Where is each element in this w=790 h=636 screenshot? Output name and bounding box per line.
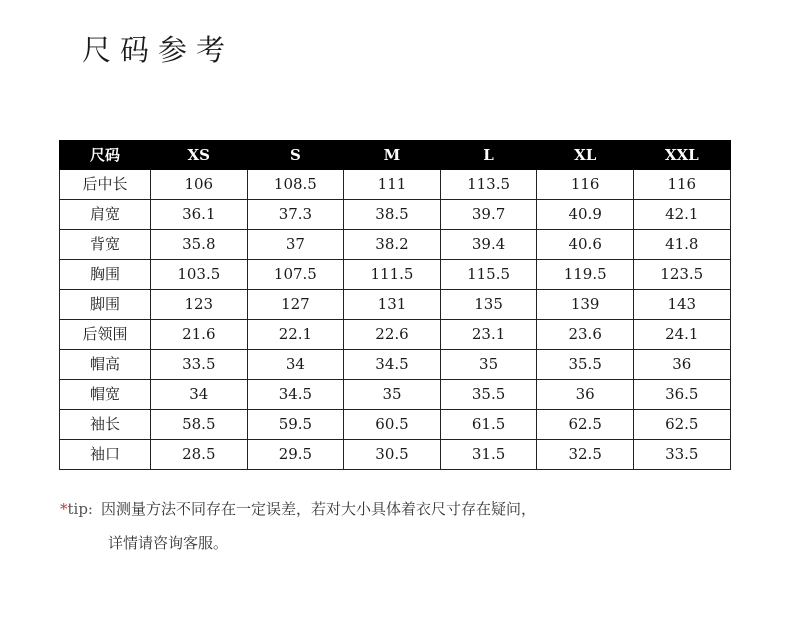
table-cell: 34.5	[344, 350, 441, 380]
table-body	[60, 170, 731, 470]
table-row	[60, 260, 731, 290]
table-cell: 40.9	[537, 200, 634, 230]
table-cell: 111.5	[344, 260, 441, 290]
header-cell-m: M	[344, 141, 441, 170]
row-label: 胸围	[60, 260, 151, 290]
table-row	[60, 200, 731, 230]
tip-label: tip:	[67, 500, 93, 518]
header-cell-size: 尺码	[60, 141, 151, 170]
table-cell: 143	[633, 290, 730, 320]
table-cell: 22.1	[247, 320, 344, 350]
table-cell: 108.5	[247, 170, 344, 200]
table-cell: 30.5	[344, 440, 441, 470]
table-cell: 119.5	[537, 260, 634, 290]
table-cell: 116	[633, 170, 730, 200]
table-cell: 23.1	[440, 320, 537, 350]
table-cell: 33.5	[633, 440, 730, 470]
table-cell: 21.6	[151, 320, 248, 350]
table-cell: 35	[440, 350, 537, 380]
table-cell: 37.3	[247, 200, 344, 230]
table-cell: 123.5	[633, 260, 730, 290]
row-label: 肩宽	[60, 200, 151, 230]
tip-line-1: 因测量方法不同存在一定误差，若对大小具体着衣尺寸存在疑问，	[100, 500, 536, 518]
table-cell: 35.8	[151, 230, 248, 260]
table-cell: 35.5	[440, 380, 537, 410]
table-cell: 28.5	[151, 440, 248, 470]
table-cell: 36.5	[633, 380, 730, 410]
table-cell: 40.6	[537, 230, 634, 260]
tip-star: *	[60, 500, 68, 518]
table-cell: 22.6	[344, 320, 441, 350]
table-cell: 62.5	[537, 410, 634, 440]
table-cell: 37	[247, 230, 344, 260]
table-cell: 38.2	[344, 230, 441, 260]
table-cell: 103.5	[151, 260, 248, 290]
header-cell-l: L	[440, 141, 537, 170]
table-cell: 61.5	[440, 410, 537, 440]
row-label: 帽宽	[60, 380, 151, 410]
table-row	[60, 410, 731, 440]
table-cell: 58.5	[151, 410, 248, 440]
table-row	[60, 440, 731, 470]
table-cell: 41.8	[633, 230, 730, 260]
table-row	[60, 350, 731, 380]
table-cell: 39.7	[440, 200, 537, 230]
table-cell: 139	[537, 290, 634, 320]
table-cell: 131	[344, 290, 441, 320]
row-label: 袖长	[60, 410, 151, 440]
table-row	[60, 320, 731, 350]
table-cell: 31.5	[440, 440, 537, 470]
header-cell-xxl: XXL	[633, 141, 730, 170]
table-cell: 32.5	[537, 440, 634, 470]
table-cell: 39.4	[440, 230, 537, 260]
table-row	[60, 290, 731, 320]
table-row	[60, 380, 731, 410]
table-header-row	[60, 141, 731, 170]
row-label: 后中长	[60, 170, 151, 200]
header-cell-s: S	[247, 141, 344, 170]
row-label: 背宽	[60, 230, 151, 260]
table-cell: 36	[537, 380, 634, 410]
table-cell: 116	[537, 170, 634, 200]
table-cell: 111	[344, 170, 441, 200]
table-cell: 33.5	[151, 350, 248, 380]
table-row	[60, 230, 731, 260]
size-chart-table	[59, 140, 731, 470]
table-cell: 135	[440, 290, 537, 320]
header-cell-xl: XL	[537, 141, 634, 170]
table-cell: 115.5	[440, 260, 537, 290]
table-cell: 34	[247, 350, 344, 380]
table-cell: 23.6	[537, 320, 634, 350]
table-cell: 36	[633, 350, 730, 380]
table-cell: 42.1	[633, 200, 730, 230]
table-row	[60, 170, 731, 200]
row-label: 后领围	[60, 320, 151, 350]
table-cell: 34	[151, 380, 248, 410]
page-title: 尺码参考	[82, 33, 235, 67]
table-cell: 113.5	[440, 170, 537, 200]
table-cell: 59.5	[247, 410, 344, 440]
tip-line-2: 详情请咨询客服。	[108, 534, 229, 552]
table-cell: 35.5	[537, 350, 634, 380]
table-cell: 24.1	[633, 320, 730, 350]
row-label: 袖口	[60, 440, 151, 470]
table-cell: 38.5	[344, 200, 441, 230]
table-cell: 29.5	[247, 440, 344, 470]
row-label: 脚围	[60, 290, 151, 320]
table-cell: 34.5	[247, 380, 344, 410]
table-cell: 62.5	[633, 410, 730, 440]
table-cell: 36.1	[151, 200, 248, 230]
header-cell-xs: XS	[151, 141, 248, 170]
table-cell: 123	[151, 290, 248, 320]
table-cell: 106	[151, 170, 248, 200]
table-cell: 127	[247, 290, 344, 320]
row-label: 帽高	[60, 350, 151, 380]
table-cell: 35	[344, 380, 441, 410]
table-cell: 107.5	[247, 260, 344, 290]
tip-note	[60, 502, 536, 517]
table-cell: 60.5	[344, 410, 441, 440]
